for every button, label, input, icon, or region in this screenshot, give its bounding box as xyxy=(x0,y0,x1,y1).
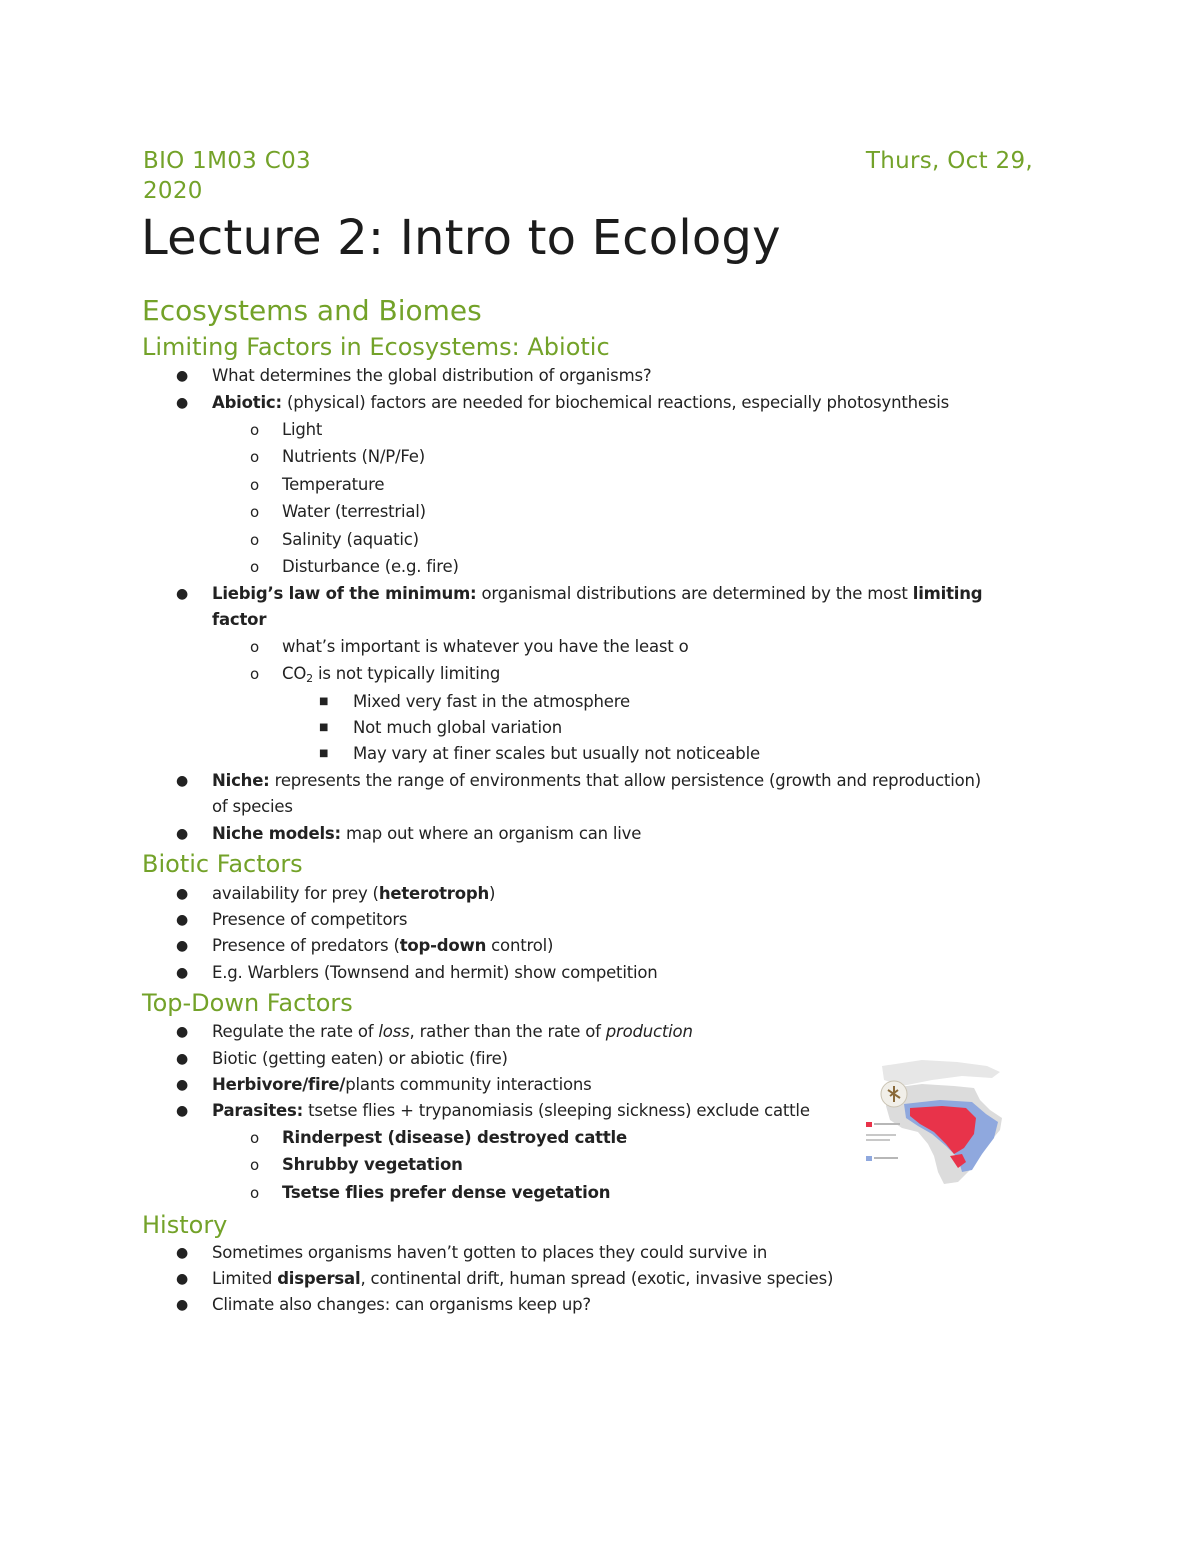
circle-bullet-icon: o xyxy=(250,638,260,656)
square-bullet-icon: ■ xyxy=(319,748,329,759)
page-title: Lecture 2: Intro to Ecology xyxy=(141,210,781,266)
square-bullet-icon: ■ xyxy=(319,696,329,707)
lecture-date: Thurs, Oct 29, xyxy=(865,148,1033,174)
bullet-icon: ● xyxy=(176,938,189,954)
circle-bullet-icon: o xyxy=(250,476,260,494)
bullet-icon: ● xyxy=(176,395,189,411)
section-heading: Ecosystems and Biomes xyxy=(142,294,482,327)
circle-bullet-icon: o xyxy=(250,1129,260,1147)
document-page: BIO 1M03 C03 Thurs, Oct 29, 2020 Lecture 2: Intro to Ecology Ecosystems and Biomes Limiting Factors in Ecosystems: Abiotic ● What determines the global distribution of organisms? ● Abiotic: (physical) factors are needed for biochemical reactions, especially photosynthesis o Light o Nutrients (N/P/Fe) o Temperature o Water (terrestrial) o Salinity (aquatic) o Disturbance (e.g. fire) ● Liebig’s law of the minimum: organismal distributions are determined by the most limiting factor o what’s important is whatever you have the least o o $CO_2$ is not typically limiting ■ Mixed very fast in the atmosphere ■ Not much global variation ■ May vary at finer scales but usually not noticeable ● Niche: represents the range of environments that allow persistence (growth and reproduction) of species ● Niche models: map out where an organism can live Biotic Factors ● availability for prey (heterotroph) ● Presence of competitors ● Presence of predators (top-down control) ● E.g. Warblers (Townsend and hermit) show competition Top-Down Factors ● Regulate the rate of loss, rather than the rate of production ● Biotic (getting eaten) or abiotic (fire) ● Herbivore/fire/plants community interactions ● Parasites: tsetse flies + trypanomiasis (sleeping sickness) exclude cattle o Rinderpest (disease) destroyed cattle o Shrubby vegetation o Tsetse flies prefer dense vegetation History ● Sometimes organisms haven’t gotten to places they could survive in ● Limited dispersal, continental drift, human spread (exotic, invasive species) ● Climate also changes: can organisms keep up? xyxy=(141,148,1033,1314)
circle-bullet-icon: o xyxy=(250,531,260,549)
bullet-icon: ● xyxy=(176,1271,189,1287)
square-bullet-icon: ■ xyxy=(319,722,329,733)
bullet-icon: ● xyxy=(176,965,189,981)
lecture-year: 2020 xyxy=(143,178,203,204)
heading-abiotic: Limiting Factors in Ecosystems: Abiotic xyxy=(142,333,610,361)
circle-bullet-icon: o xyxy=(250,558,260,576)
circle-bullet-icon: o xyxy=(250,503,260,521)
heading-biotic: Biotic Factors xyxy=(142,850,303,878)
circle-bullet-icon: o xyxy=(250,665,260,683)
heading-history: History xyxy=(142,1211,228,1239)
bullet-icon: ● xyxy=(176,1245,189,1261)
bullet-icon: ● xyxy=(176,368,189,384)
bullet-icon: ● xyxy=(176,886,189,902)
circle-bullet-icon: o xyxy=(250,1156,260,1174)
bullet-icon: ● xyxy=(176,1103,189,1119)
circle-bullet-icon: o xyxy=(250,421,260,439)
bullet-icon: ● xyxy=(176,912,189,928)
course-header xyxy=(143,146,1033,204)
bullet-icon: ● xyxy=(176,1024,189,1040)
bullet-icon: ● xyxy=(176,1297,189,1313)
heading-topdown: Top-Down Factors xyxy=(142,989,353,1017)
circle-bullet-icon: o xyxy=(250,448,260,466)
bullet-icon: ● xyxy=(176,1051,189,1067)
circle-bullet-icon: o xyxy=(250,1184,260,1202)
bullet-icon: ● xyxy=(176,586,189,602)
bullet-icon: ● xyxy=(176,826,189,842)
bullet-icon: ● xyxy=(176,1077,189,1093)
africa-distribution-map xyxy=(862,1058,1012,1188)
course-code: BIO 1M03 C03 xyxy=(143,148,311,174)
bullet-icon: ● xyxy=(176,773,189,789)
